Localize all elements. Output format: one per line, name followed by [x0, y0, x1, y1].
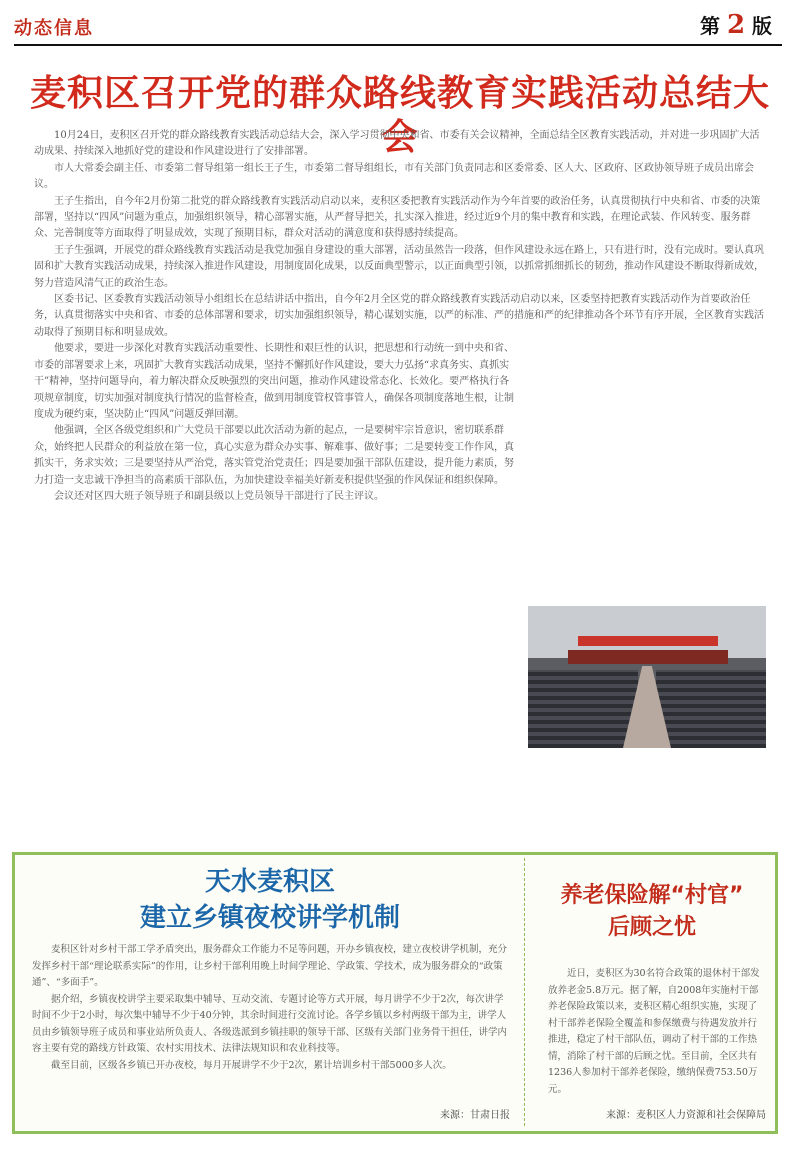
article-paragraph: 王子生指出，自今年2月份第二批党的群众路线教育实践活动启动以来，麦积区委把教育实践活动作为今年首要的政治任务，认真贯彻执行中央和省、市委的决策部署，坚持以“四风”问题为重点，加强组织领导，精心部署实施，从严督导把关，扎实深入推进，经过近9个月的集中教育和实践，在理论武装、作风转变、服务群众、完善制度等方面取得了明显成效，实现了预期目标，群众对活动的满意度和获得感持续提高。 [34, 195, 761, 240]
article-paragraph: 他强调，全区各级党组织和广大党员干部要以此次活动为新的起点，一是要树牢宗旨意识，密切联系群众，始终把人民群众的利益放在第一位，真心实意为群众办实事、解难事、做好事；二是要转变工作作风，真抓实干，务求实效；三是要坚持从严治党，落实管党治党责任；四是要加强干部队伍建设，提升能力素质，努力打造一支忠诚干净担当的高素质干部队伍，为加快建设幸福美好新麦积提供坚强的作风保证和组织保障。 [34, 425, 514, 486]
edition-number: 2 [726, 10, 746, 40]
left-story-title [20, 864, 520, 936]
meeting-photo [528, 606, 766, 748]
column-divider [524, 858, 525, 1126]
article-paragraph: 市人大常委会副主任、市委第二督导组第一组长王子生，市委第二督导组组长，市有关部门负责同志和区委常委、区人大、区政府、区政协领导班子成员出席会议。 [34, 162, 754, 191]
article-paragraph: 10月24日，麦积区召开党的群众路线教育实践活动总结大会，深入学习贯彻中央和省、市委有关会议精神，全面总结全区教育实践活动，并对进一步巩固扩大活动成果、持续深入地抓好党的建设和作风建设进行了安排部署。 [34, 130, 760, 158]
article-paragraph: 他要求，要进一步深化对教育实践活动重要性、长期性和艰巨性的认识，把思想和行动统一到中央和省、市委的部署要求上来，巩固扩大教育实践活动成果，坚持不懈抓好作风建设，要大力弘扬“求真务实、真抓实干”精神，坚持问题导向，着力解决群众反映强烈的突出问题，推动作风建设常态化、长效化。要严格执行各项规章制度，切实加强对制度执行情况的监督检查，做到用制度管权管事管人，确保各项制度落地生根，让制度成为硬约束，坚决防止“四风”问题反弹回潮。 [34, 343, 514, 420]
header-rule [14, 44, 782, 46]
right-title-line1: 养老保险解“村官” [560, 883, 744, 908]
left-paragraph: 麦积区针对乡村干部工学矛盾突出，服务群众工作能力不足等问题，开办乡镇夜校，建立夜校讲学机制，充分发挥乡村干部“理论联系实际”的作用，让乡村干部利用晚上时间学理论、学政策、学技术，成为服务群众的“政策通”、“多面手”。 [32, 944, 508, 988]
main-headline: 麦积区召开党的群众路线教育实践活动总结大会 [29, 73, 770, 158]
edition-prefix: 第 [699, 14, 720, 38]
left-title-line2: 建立乡镇夜校讲学机制 [139, 903, 400, 933]
left-story-body [32, 942, 508, 1074]
edition-label [700, 10, 772, 40]
page-header [0, 0, 800, 52]
article-paragraph: 王子生强调，开展党的群众路线教育实践活动是我党加强自身建设的重大部署，活动虽然告一段落，但作风建设永远在路上，只有进行时，没有完成时。要认真巩固和扩大教育实践活动成果，持续深入推进作风建设，用制度固化成果，以反面典型警示，以正面典型引领，以抓常抓细抓长的韧劲，推动作风建设不断取得新成效，努力营造风清气正的政治生态。 [34, 244, 764, 289]
photo-audience-left [528, 670, 638, 748]
section-label: 动态信息 [14, 18, 94, 39]
article-paragraph: 区委书记、区委教育实践活动领导小组组长在总结讲话中指出，自今年2月全区党的群众路线教育实践活动启动以来，区委坚持把教育实践活动作为首要政治任务，认真贯彻落实中央和省、市委的总体部署和要求，切实加强组织领导，精心谋划实施，以严的标准、严的措施和严的纪律推动各个环节有序开展，全区教育实践活动取得了预期目标和明显成效。 [34, 294, 764, 338]
main-article [34, 128, 766, 505]
right-title-line2: 后顾之忧 [607, 915, 696, 940]
right-story-source: 来源：麦积区人力资源和社会保障局 [606, 1110, 766, 1121]
edition-suffix: 版 [752, 14, 772, 38]
left-story-source: 来源：甘肃日报 [440, 1110, 510, 1121]
article-paragraph: 会议还对区四大班子领导班子和副县级以上党员领导干部进行了民主评议。 [54, 490, 384, 502]
right-story [530, 858, 774, 1124]
left-title-line1: 天水麦积区 [204, 867, 335, 897]
right-paragraph: 近日，麦积区为30名符合政策的退休村干部发放养老金5.8万元。据了解，自2008年实施村干部养老保险政策以来，麦积区精心组织实施，实现了村干部养老保险全覆盖和参保缴费与待遇发放并行推进，稳定了村干部队伍，调动了村干部的工作热情，消除了村干部的后顾之忧。至目前，全区共有1236人参加村干部养老保险，缴纳保费753.50万元。 [548, 968, 760, 1095]
right-story-body [548, 966, 760, 1098]
right-story-title [530, 880, 774, 944]
photo-banner [578, 636, 718, 646]
photo-stage [568, 650, 728, 664]
left-paragraph: 据介绍，乡镇夜校讲学主要采取集中辅导、互动交流、专题讨论等方式开展，每月讲学不少于2次，每次讲学时间不少于2小时，每次集中辅导不少于40分钟，其余时间进行交流讨论。各学乡镇以乡村两级干部为主，讲学人员由乡镇领导班子成员和事业站所负责人、各级选派到乡镇挂职的领导干部、区级有关部门业务骨干担任，讲学内容主要有党的路线方针政策、农村实用技术、法律法规知识和农业科技等。 [32, 993, 508, 1054]
left-paragraph: 截至目前，区级各乡镇已开办夜校，每月开展讲学不少于2次，累计培训乡村干部5000多人次。 [51, 1059, 452, 1071]
photo-audience-right [656, 670, 766, 748]
left-story [20, 858, 520, 1124]
